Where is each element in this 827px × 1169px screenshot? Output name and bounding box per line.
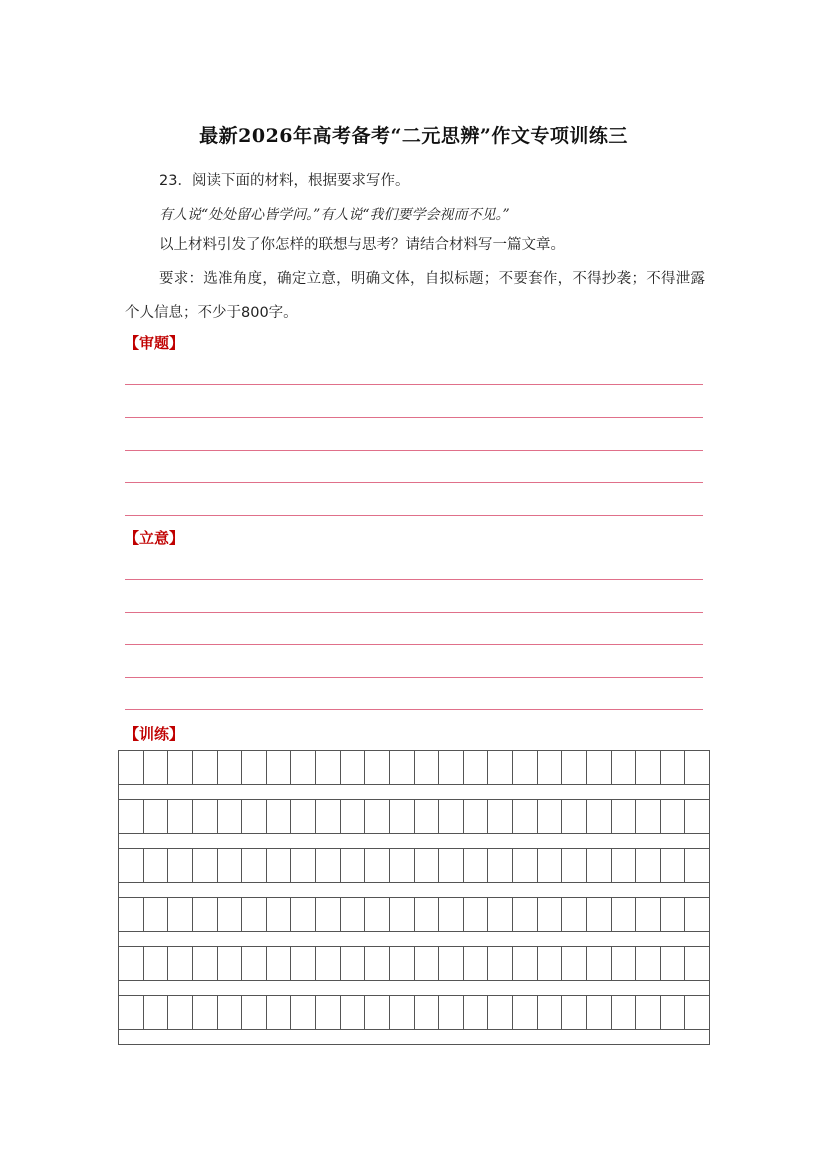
- grid-cell[interactable]: [168, 947, 193, 980]
- grid-cell[interactable]: [390, 996, 415, 1029]
- grid-cell[interactable]: [193, 947, 218, 980]
- answer-line[interactable]: [125, 482, 703, 483]
- grid-cell[interactable]: [636, 996, 661, 1029]
- grid-row: [119, 898, 709, 932]
- grid-cell[interactable]: [661, 947, 686, 980]
- grid-cell[interactable]: [488, 996, 513, 1029]
- answer-line[interactable]: [125, 677, 703, 678]
- answer-line[interactable]: [125, 450, 703, 451]
- grid-cell[interactable]: [365, 800, 390, 833]
- grid-cell[interactable]: [218, 898, 243, 931]
- grid-cell[interactable]: [390, 849, 415, 882]
- grid-cell[interactable]: [218, 751, 243, 784]
- grid-cell[interactable]: [218, 947, 243, 980]
- answer-line[interactable]: [125, 579, 703, 580]
- grid-cell[interactable]: [488, 849, 513, 882]
- grid-cell[interactable]: [464, 996, 489, 1029]
- grid-cell[interactable]: [612, 947, 637, 980]
- grid-cell[interactable]: [488, 751, 513, 784]
- grid-cell[interactable]: [685, 947, 709, 980]
- grid-cell[interactable]: [562, 996, 587, 1029]
- grid-cell[interactable]: [119, 996, 144, 1029]
- grid-cell[interactable]: [612, 800, 637, 833]
- grid-cell[interactable]: [218, 800, 243, 833]
- grid-cell[interactable]: [341, 849, 366, 882]
- grid-cell[interactable]: [439, 800, 464, 833]
- answer-line[interactable]: [125, 644, 703, 645]
- grid-cell[interactable]: [661, 996, 686, 1029]
- grid-cell[interactable]: [415, 947, 440, 980]
- grid-cell[interactable]: [390, 898, 415, 931]
- grid-cell[interactable]: [415, 898, 440, 931]
- grid-cell[interactable]: [636, 898, 661, 931]
- grid-cell[interactable]: [464, 751, 489, 784]
- writing-grid[interactable]: [118, 750, 710, 1045]
- grid-cell[interactable]: [218, 996, 243, 1029]
- grid-cell[interactable]: [562, 898, 587, 931]
- grid-cell[interactable]: [513, 996, 538, 1029]
- grid-cell[interactable]: [562, 849, 587, 882]
- grid-cell[interactable]: [488, 800, 513, 833]
- grid-cell[interactable]: [144, 996, 169, 1029]
- grid-cell[interactable]: [488, 947, 513, 980]
- grid-cell[interactable]: [267, 996, 292, 1029]
- grid-cell[interactable]: [636, 849, 661, 882]
- grid-cell[interactable]: [144, 800, 169, 833]
- grid-cell[interactable]: [119, 849, 144, 882]
- grid-cell[interactable]: [242, 800, 267, 833]
- grid-cell[interactable]: [267, 898, 292, 931]
- grid-cell[interactable]: [365, 751, 390, 784]
- grid-cell[interactable]: [242, 947, 267, 980]
- grid-cell[interactable]: [341, 898, 366, 931]
- grid-cell[interactable]: [168, 996, 193, 1029]
- grid-cell[interactable]: [267, 751, 292, 784]
- grid-cell[interactable]: [612, 996, 637, 1029]
- grid-cell[interactable]: [341, 751, 366, 784]
- question-instruction: 23．阅读下面的材料，根据要求写作。: [159, 173, 410, 189]
- grid-cell[interactable]: [291, 751, 316, 784]
- grid-cell[interactable]: [587, 996, 612, 1029]
- grid-cell[interactable]: [538, 898, 563, 931]
- grid-cell[interactable]: [365, 849, 390, 882]
- grid-row: [119, 947, 709, 981]
- grid-cell[interactable]: [193, 800, 218, 833]
- writing-requirements: 要求：选准角度，确定立意，明确文体，自拟标题；不要套作，不得抄袭；不得泄露个人信息；不少于800字。: [125, 271, 705, 321]
- grid-cell[interactable]: [168, 800, 193, 833]
- grid-cell[interactable]: [488, 898, 513, 931]
- grid-cell[interactable]: [119, 751, 144, 784]
- answer-line[interactable]: [125, 612, 703, 613]
- grid-cell[interactable]: [464, 947, 489, 980]
- grid-cell[interactable]: [612, 849, 637, 882]
- grid-cell[interactable]: [365, 898, 390, 931]
- grid-cell[interactable]: [513, 898, 538, 931]
- grid-cell[interactable]: [119, 898, 144, 931]
- grid-row: [119, 996, 709, 1030]
- grid-cell[interactable]: [415, 751, 440, 784]
- material-quote: 有人说“处处留心皆学问。”有人说“我们要学会视而不见。”: [159, 207, 510, 223]
- grid-cell[interactable]: [341, 800, 366, 833]
- grid-cell[interactable]: [562, 800, 587, 833]
- grid-row: [119, 800, 709, 834]
- grid-cell[interactable]: [538, 800, 563, 833]
- grid-row: [119, 751, 709, 785]
- page-title: 最新2026年高考备考“二元思辨”作文专项训练三: [199, 125, 628, 147]
- grid-cell[interactable]: [636, 800, 661, 833]
- grid-cell[interactable]: [144, 947, 169, 980]
- grid-cell[interactable]: [316, 800, 341, 833]
- grid-cell[interactable]: [168, 849, 193, 882]
- grid-cell[interactable]: [685, 996, 709, 1029]
- grid-cell[interactable]: [365, 947, 390, 980]
- grid-cell[interactable]: [242, 898, 267, 931]
- grid-cell[interactable]: [612, 898, 637, 931]
- grid-cell[interactable]: [168, 751, 193, 784]
- grid-cell[interactable]: [316, 751, 341, 784]
- grid-cell[interactable]: [439, 849, 464, 882]
- grid-cell[interactable]: [538, 947, 563, 980]
- grid-cell[interactable]: [661, 849, 686, 882]
- grid-cell[interactable]: [291, 849, 316, 882]
- grid-cell[interactable]: [316, 996, 341, 1029]
- grid-cell[interactable]: [464, 849, 489, 882]
- grid-cell[interactable]: [267, 947, 292, 980]
- grid-cell[interactable]: [685, 800, 709, 833]
- grid-cell[interactable]: [193, 996, 218, 1029]
- grid-cell[interactable]: [587, 751, 612, 784]
- grid-cell[interactable]: [390, 751, 415, 784]
- grid-cell[interactable]: [365, 996, 390, 1029]
- grid-cell[interactable]: [513, 947, 538, 980]
- grid-cell[interactable]: [538, 751, 563, 784]
- grid-cell[interactable]: [390, 947, 415, 980]
- grid-cell[interactable]: [562, 947, 587, 980]
- grid-cell[interactable]: [341, 947, 366, 980]
- grid-cell[interactable]: [316, 849, 341, 882]
- grid-row: [119, 849, 709, 883]
- grid-cell[interactable]: [587, 898, 612, 931]
- grid-cell[interactable]: [218, 849, 243, 882]
- grid-cell[interactable]: [513, 849, 538, 882]
- grid-cell[interactable]: [242, 751, 267, 784]
- grid-cell[interactable]: [119, 947, 144, 980]
- grid-cell[interactable]: [587, 947, 612, 980]
- grid-cell[interactable]: [439, 996, 464, 1029]
- grid-cell[interactable]: [291, 800, 316, 833]
- grid-cell[interactable]: [242, 849, 267, 882]
- grid-cell[interactable]: [242, 996, 267, 1029]
- grid-cell[interactable]: [415, 849, 440, 882]
- grid-cell[interactable]: [291, 898, 316, 931]
- grid-cell[interactable]: [193, 849, 218, 882]
- grid-cell[interactable]: [612, 751, 637, 784]
- grid-cell[interactable]: [168, 898, 193, 931]
- grid-cell[interactable]: [513, 751, 538, 784]
- grid-cell[interactable]: [316, 947, 341, 980]
- grid-cell[interactable]: [562, 751, 587, 784]
- section-heading-shenti: 【审题】: [124, 334, 185, 352]
- grid-cell[interactable]: [193, 898, 218, 931]
- grid-cell[interactable]: [267, 849, 292, 882]
- grid-cell[interactable]: [439, 898, 464, 931]
- writing-prompt: 以上材料引发了你怎样的联想与思考？请结合材料写一篇文章。: [159, 237, 565, 253]
- grid-cell[interactable]: [316, 898, 341, 931]
- grid-cell[interactable]: [439, 751, 464, 784]
- grid-cell[interactable]: [685, 898, 709, 931]
- section-heading-xunlian: 【训练】: [124, 725, 185, 743]
- grid-cell[interactable]: [390, 800, 415, 833]
- grid-cell[interactable]: [291, 947, 316, 980]
- answer-line[interactable]: [125, 384, 703, 385]
- grid-cell[interactable]: [661, 800, 686, 833]
- grid-cell[interactable]: [587, 849, 612, 882]
- grid-cell[interactable]: [341, 996, 366, 1029]
- grid-cell[interactable]: [144, 751, 169, 784]
- grid-cell[interactable]: [636, 947, 661, 980]
- grid-cell[interactable]: [685, 849, 709, 882]
- grid-cell[interactable]: [193, 751, 218, 784]
- answer-line[interactable]: [125, 515, 703, 516]
- grid-cell[interactable]: [464, 898, 489, 931]
- grid-cell[interactable]: [439, 947, 464, 980]
- grid-cell[interactable]: [636, 751, 661, 784]
- answer-line[interactable]: [125, 709, 703, 710]
- grid-cell[interactable]: [267, 800, 292, 833]
- grid-cell[interactable]: [685, 751, 709, 784]
- answer-line[interactable]: [125, 417, 703, 418]
- grid-cell[interactable]: [661, 898, 686, 931]
- grid-cell[interactable]: [513, 800, 538, 833]
- grid-cell[interactable]: [291, 996, 316, 1029]
- grid-cell[interactable]: [661, 751, 686, 784]
- grid-cell[interactable]: [538, 849, 563, 882]
- grid-cell[interactable]: [144, 849, 169, 882]
- grid-cell[interactable]: [464, 800, 489, 833]
- grid-cell[interactable]: [415, 800, 440, 833]
- grid-cell[interactable]: [144, 898, 169, 931]
- grid-cell[interactable]: [415, 996, 440, 1029]
- section-heading-liyi: 【立意】: [124, 529, 185, 547]
- grid-cell[interactable]: [538, 996, 563, 1029]
- grid-cell[interactable]: [119, 800, 144, 833]
- grid-cell[interactable]: [587, 800, 612, 833]
